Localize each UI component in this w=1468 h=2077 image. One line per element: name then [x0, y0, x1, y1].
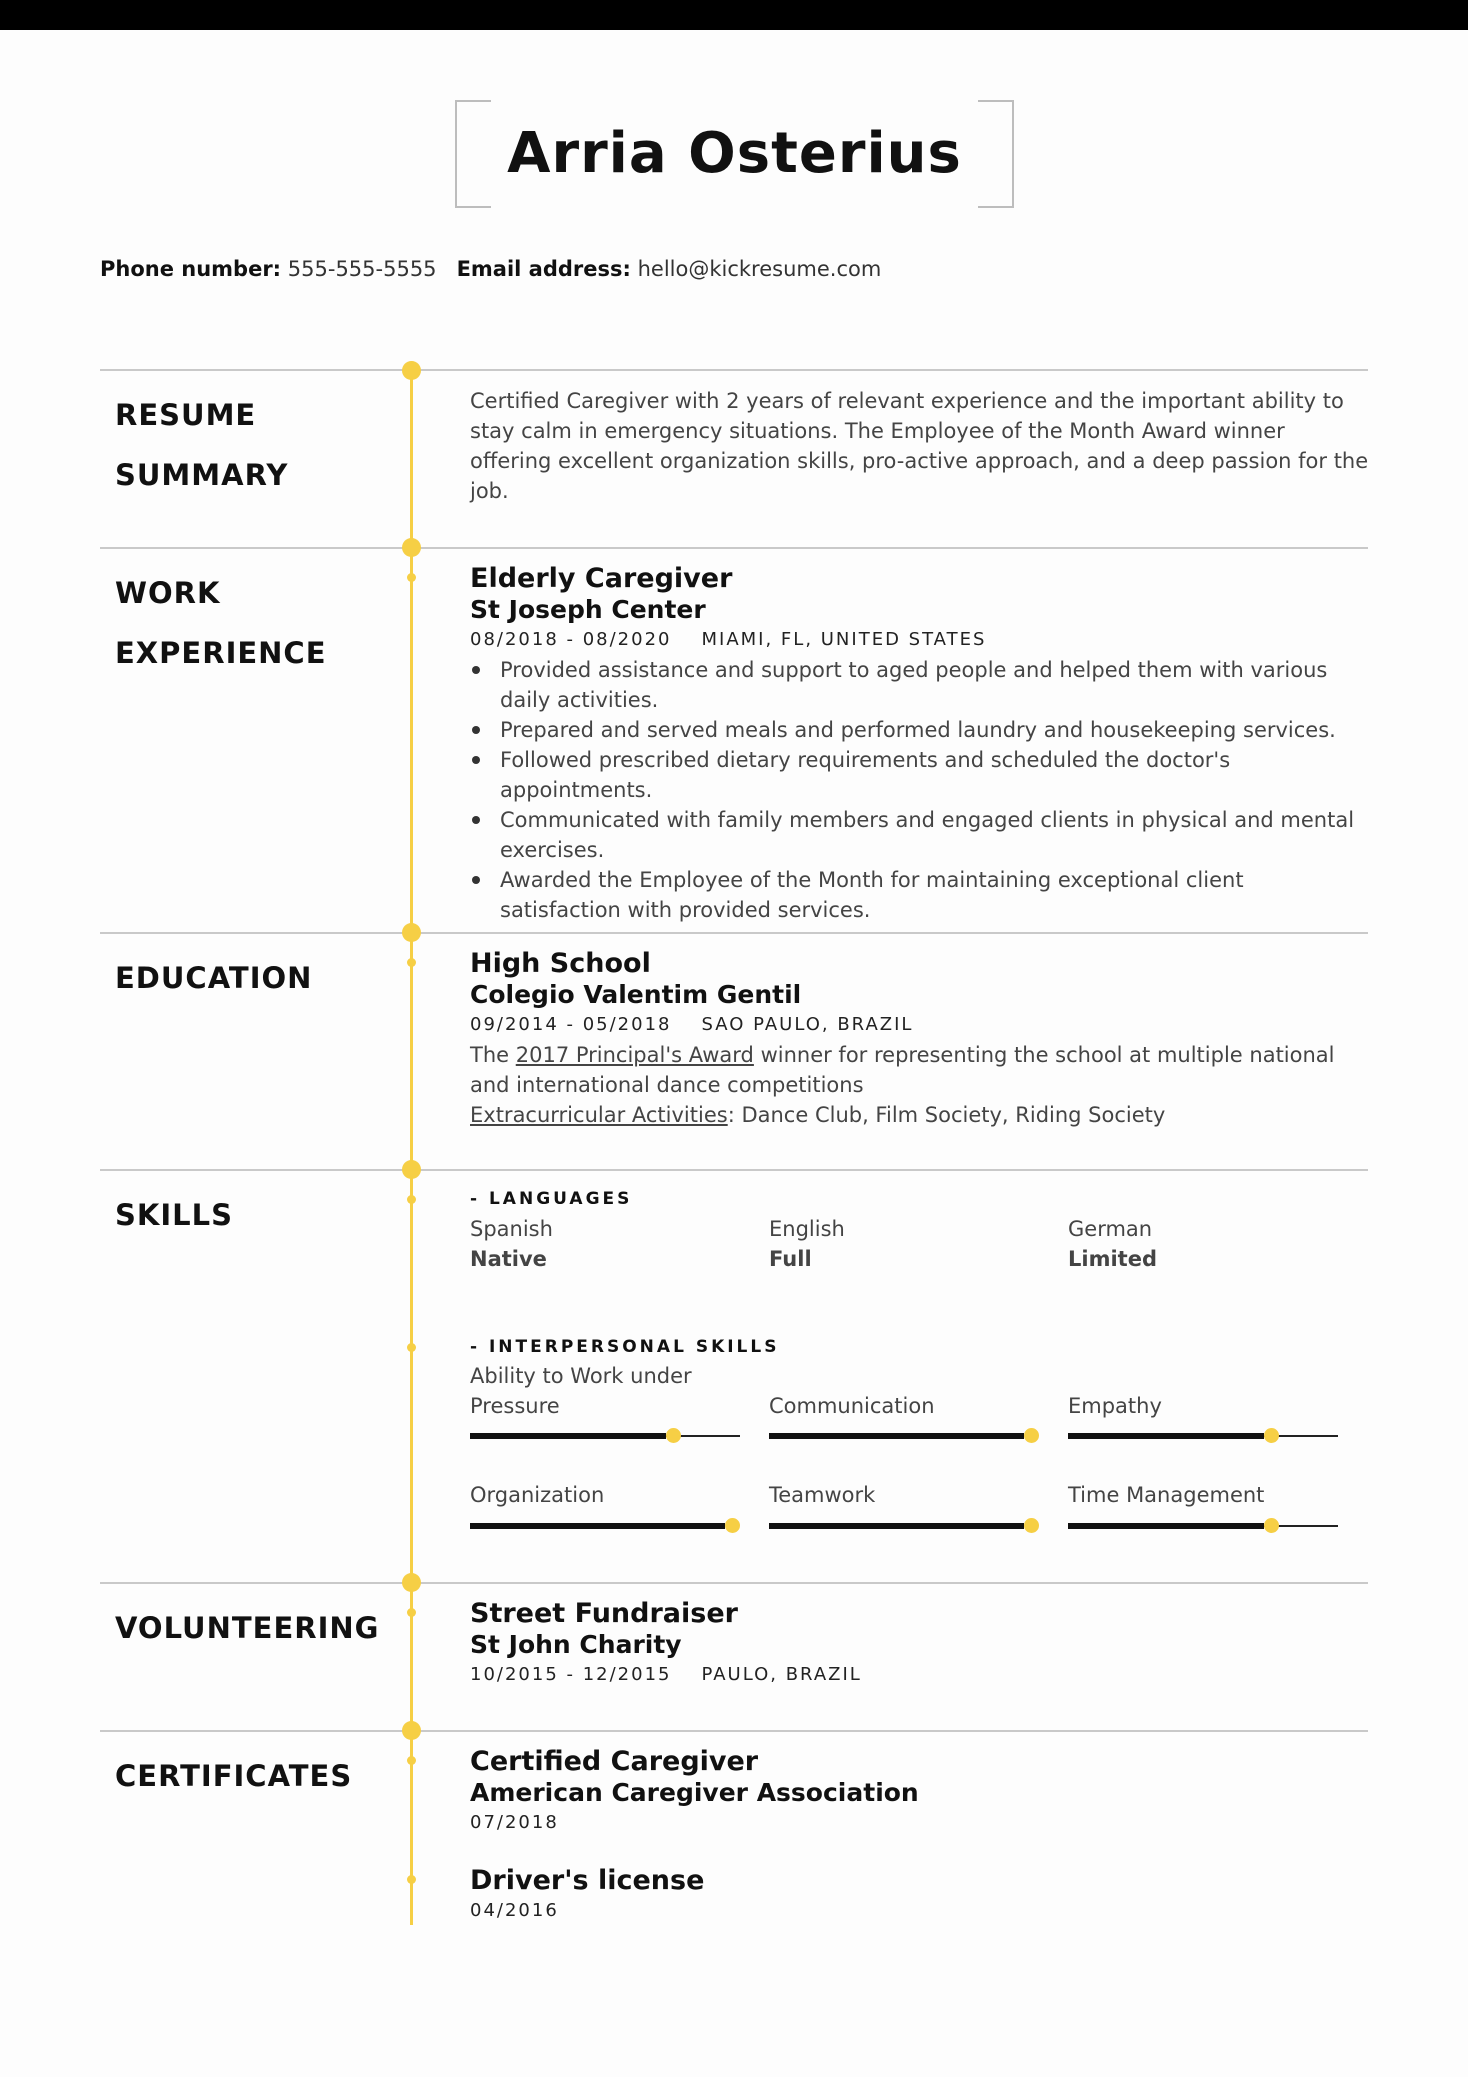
award-link[interactable]: 2017 Principal's Award [515, 1043, 754, 1067]
summary-title-line2: SUMMARY [115, 458, 289, 492]
certificate-entry [470, 1746, 1370, 1838]
languages-heading: - LANGUAGES [470, 1189, 633, 1209]
skill-bar [1068, 1426, 1338, 1446]
work-entry [470, 563, 1370, 925]
timeline-dot-summary [402, 361, 421, 380]
work-bullet: Provided assistance and support to aged people and helped them with various daily activities. [470, 655, 1370, 715]
language-item [769, 1214, 1039, 1274]
language-level: Full [769, 1247, 812, 1271]
contact-line [100, 257, 881, 281]
skill-bar-fill [769, 1433, 1024, 1439]
skill-bar-knob [1264, 1518, 1279, 1533]
divider-volunteering [100, 1582, 1368, 1584]
work-bullets [470, 655, 1370, 925]
section-title-volunteering: VOLUNTEERING [115, 1611, 380, 1645]
work-meta [470, 625, 1370, 655]
work-bullet: Communicated with family members and engaged clients in physical and mental exercises. [470, 805, 1370, 865]
timeline-subdot-languages [407, 1195, 416, 1204]
timeline-dot-skills [402, 1160, 421, 1179]
timeline-dot-volunteering [402, 1573, 421, 1592]
work-company: St Joseph Center [470, 595, 706, 624]
award-suffix: winner for representing the school at multiple national and international dance competitions [470, 1043, 1335, 1097]
divider-work [100, 547, 1368, 549]
certificate-date: 07/2018 [470, 1812, 559, 1833]
certificate-issuer: American Caregiver Association [470, 1778, 919, 1807]
education-dates: 09/2014 - 05/2018 [470, 1014, 672, 1035]
certificate-name: Driver's license [470, 1865, 705, 1896]
education-degree: High School [470, 948, 651, 979]
skill-name: Organization [470, 1483, 605, 1507]
skill-name: Time Management [1068, 1483, 1265, 1507]
skill-bar [1068, 1516, 1338, 1536]
skill-bar-knob [1264, 1428, 1279, 1443]
volunteering-location: PAULO, BRAZIL [701, 1664, 862, 1685]
language-name: English [769, 1217, 845, 1241]
education-meta [470, 1010, 1370, 1040]
summary-text: Certified Caregiver with 2 years of relevant experience and the important ability to stay calm in emergency situations. The Employee of the Month Award winner offering excellent organization skills, pro-active approach, and a deep passion for the job. [470, 389, 1369, 503]
award-prefix: The [470, 1043, 516, 1067]
language-item [1068, 1214, 1338, 1274]
timeline-subdot-work [407, 573, 416, 582]
phone-label: Phone number: [100, 257, 282, 281]
email-value: hello@kickresume.com [637, 257, 882, 281]
divider-certificates [100, 1730, 1368, 1732]
divider-skills [100, 1169, 1368, 1171]
volunteering-org: St John Charity [470, 1630, 682, 1659]
skill-bar-fill [470, 1433, 666, 1439]
summary-title-line1: RESUME [115, 398, 257, 432]
skill-bar-fill [470, 1523, 725, 1529]
education-award [470, 1040, 1370, 1100]
phone-value: 555-555-5555 [287, 257, 437, 281]
work-location: MIAMI, FL, UNITED STATES [701, 629, 987, 650]
extracurricular-link[interactable]: Extracurricular Activities [470, 1103, 728, 1127]
skill-bar-knob [1024, 1518, 1039, 1533]
candidate-name: Arria Osterius [507, 121, 962, 186]
work-title-line1: WORK [115, 576, 221, 610]
timeline-subdot-volunteering [407, 1608, 416, 1617]
certificate-name: Certified Caregiver [470, 1746, 759, 1777]
education-extracurricular [470, 1100, 1370, 1130]
timeline-subdot-education [407, 958, 416, 967]
language-name: Spanish [470, 1217, 553, 1241]
skill-bar-knob [666, 1428, 681, 1443]
name-frame [455, 100, 1014, 208]
volunteering-role: Street Fundraiser [470, 1598, 738, 1629]
section-title-certificates: CERTIFICATES [115, 1759, 353, 1793]
language-level: Limited [1068, 1247, 1157, 1271]
section-title-work [115, 563, 327, 683]
timeline-dot-certificates [402, 1721, 421, 1740]
work-bullet: Awarded the Employee of the Month for maintaining exceptional client satisfaction with provided services. [470, 865, 1370, 925]
skill-name: Communication [769, 1394, 935, 1418]
language-item [470, 1214, 740, 1274]
work-bullet: Prepared and served meals and performed laundry and housekeeping services. [470, 715, 1370, 745]
language-name: German [1068, 1217, 1153, 1241]
skill-name: Ability to Work under Pressure [470, 1364, 692, 1418]
skill-bar-fill [1068, 1433, 1264, 1439]
skill-bar-knob [725, 1518, 740, 1533]
section-title-skills: SKILLS [115, 1198, 233, 1232]
volunteering-dates: 10/2015 - 12/2015 [470, 1664, 672, 1685]
skill-bar-fill [1068, 1523, 1264, 1529]
volunteering-meta [470, 1660, 1370, 1690]
skill-bar-knob [1024, 1428, 1039, 1443]
education-school: Colegio Valentim Gentil [470, 980, 802, 1009]
work-dates: 08/2018 - 08/2020 [470, 629, 672, 650]
timeline-subdot-certificate-2 [407, 1875, 416, 1884]
skill-bar [769, 1516, 1039, 1536]
email-label: Email address: [456, 257, 631, 281]
extracurricular-suffix: : Dance Club, Film Society, Riding Society [727, 1103, 1166, 1127]
skill-bar [470, 1426, 740, 1446]
timeline-dot-education [402, 923, 421, 942]
divider-summary [100, 369, 1368, 371]
skill-bar [769, 1426, 1039, 1446]
work-role: Elderly Caregiver [470, 563, 733, 594]
timeline-subdot-interpersonal [407, 1343, 416, 1352]
certificate-date: 04/2016 [470, 1900, 559, 1921]
work-title-line2: EXPERIENCE [115, 636, 327, 670]
section-title-summary [115, 385, 288, 505]
divider-education [100, 932, 1368, 934]
timeline-subdot-certificate-1 [407, 1756, 416, 1765]
skill-name: Empathy [1068, 1394, 1162, 1418]
skill-bar [470, 1516, 740, 1536]
section-title-education: EDUCATION [115, 961, 313, 995]
timeline-line [410, 370, 413, 1925]
education-location: SAO PAULO, BRAZIL [701, 1014, 914, 1035]
education-entry [470, 948, 1370, 1130]
certificate-entry [470, 1865, 1370, 1926]
skill-bar-fill [769, 1523, 1024, 1529]
language-level: Native [470, 1247, 547, 1271]
timeline-dot-work [402, 538, 421, 557]
skill-name: Teamwork [769, 1483, 876, 1507]
interpersonal-heading: - INTERPERSONAL SKILLS [470, 1337, 780, 1357]
volunteering-entry [470, 1598, 1370, 1690]
work-bullet: Followed prescribed dietary requirements and scheduled the doctor's appointments. [470, 745, 1370, 805]
top-bar [0, 0, 1468, 30]
